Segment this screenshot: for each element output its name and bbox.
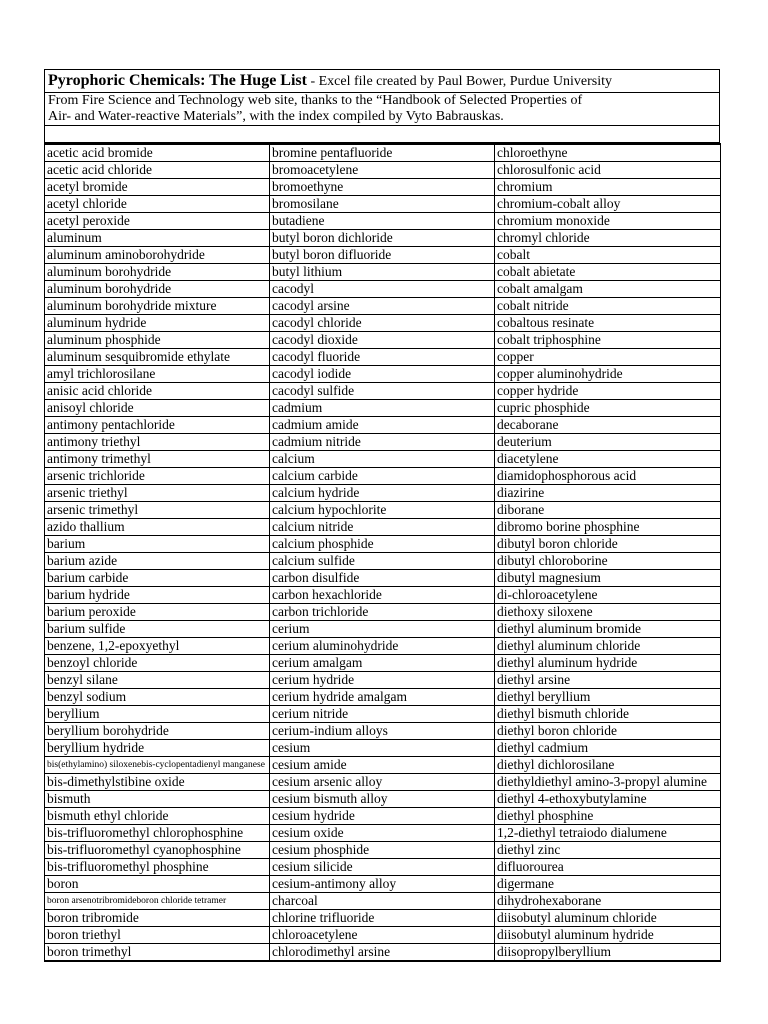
table-cell[interactable]: barium [45, 536, 270, 553]
table-cell[interactable]: diazirine [495, 485, 721, 502]
table-row [45, 502, 721, 519]
table-cell[interactable]: boron [45, 876, 270, 893]
table-cell[interactable]: barium sulfide [45, 621, 270, 638]
table-cell[interactable]: difluorourea [495, 859, 721, 876]
table-cell[interactable]: aluminum phosphide [45, 332, 270, 349]
table-cell[interactable]: diisobutyl aluminum hydride [495, 927, 721, 944]
table-cell[interactable]: copper hydride [495, 383, 721, 400]
table-cell[interactable]: calcium hydride [270, 485, 495, 502]
table-cell[interactable]: antimony triethyl [45, 434, 270, 451]
table-cell[interactable]: aluminum borohydride [45, 281, 270, 298]
table-cell[interactable]: cesium amide [270, 757, 495, 774]
table-cell[interactable]: barium peroxide [45, 604, 270, 621]
table-row [45, 468, 721, 485]
table-cell[interactable]: calcium carbide [270, 468, 495, 485]
table-cell[interactable]: butyl lithium [270, 264, 495, 281]
blank-row [45, 126, 719, 143]
table-cell[interactable]: cacodyl fluoride [270, 349, 495, 366]
table-cell[interactable]: arsenic trimethyl [45, 502, 270, 519]
table-cell[interactable]: bromine pentafluoride [270, 144, 495, 162]
table-cell[interactable]: barium azide [45, 553, 270, 570]
table-row [45, 570, 721, 587]
table-cell[interactable]: butyl boron dichloride [270, 230, 495, 247]
table-cell[interactable]: cerium hydride amalgam [270, 689, 495, 706]
table-cell[interactable]: diethyl phosphine [495, 808, 721, 825]
table-row [45, 808, 721, 825]
table-row [45, 825, 721, 842]
table-row [45, 230, 721, 247]
table-cell[interactable]: dibutyl magnesium [495, 570, 721, 587]
table-cell[interactable]: copper [495, 349, 721, 366]
table-cell[interactable]: benzene, 1,2-epoxyethyl [45, 638, 270, 655]
table-row [45, 740, 721, 757]
table-cell[interactable]: cesium hydride [270, 808, 495, 825]
table-row [45, 349, 721, 366]
table-row [45, 434, 721, 451]
table-cell[interactable]: bis-dimethylstibine oxide [45, 774, 270, 791]
table-cell[interactable]: diethyl aluminum bromide [495, 621, 721, 638]
table-cell[interactable]: barium carbide [45, 570, 270, 587]
table-cell[interactable]: cupric phosphide [495, 400, 721, 417]
table-cell[interactable]: boron arsenotribromideboron chloride tetramer [45, 893, 270, 910]
table-cell[interactable]: butyl boron difluoride [270, 247, 495, 264]
table-cell[interactable]: cesium [270, 740, 495, 757]
table-cell[interactable]: diethyl aluminum hydride [495, 655, 721, 672]
sheet-header [44, 69, 720, 143]
table-cell[interactable]: cesium silicide [270, 859, 495, 876]
table-cell[interactable]: chromium-cobalt alloy [495, 196, 721, 213]
table-cell[interactable]: cerium aluminohydride [270, 638, 495, 655]
table-cell[interactable]: chromium [495, 179, 721, 196]
table-cell[interactable]: charcoal [270, 893, 495, 910]
table-cell[interactable]: acetic acid chloride [45, 162, 270, 179]
table-row [45, 672, 721, 689]
spreadsheet [44, 69, 720, 962]
table-cell[interactable]: acetyl chloride [45, 196, 270, 213]
title-row [45, 70, 719, 93]
chemical-table [44, 143, 721, 962]
table-cell[interactable]: barium hydride [45, 587, 270, 604]
table-row [45, 400, 721, 417]
table-cell[interactable]: diborane [495, 502, 721, 519]
table-cell[interactable]: calcium phosphide [270, 536, 495, 553]
table-cell[interactable]: beryllium hydride [45, 740, 270, 757]
table-cell[interactable]: calcium hypochlorite [270, 502, 495, 519]
description-row [45, 93, 719, 126]
table-row [45, 621, 721, 638]
table-cell[interactable]: copper aluminohydride [495, 366, 721, 383]
table-cell[interactable]: cadmium amide [270, 417, 495, 434]
table-cell[interactable]: cerium-indium alloys [270, 723, 495, 740]
table-cell[interactable]: cacodyl [270, 281, 495, 298]
table-row [45, 927, 721, 944]
table-cell[interactable]: aluminum [45, 230, 270, 247]
table-cell[interactable]: azido thallium [45, 519, 270, 536]
table-cell[interactable]: deuterium [495, 434, 721, 451]
table-cell[interactable]: bismuth [45, 791, 270, 808]
table-row [45, 553, 721, 570]
table-cell[interactable]: boron triethyl [45, 927, 270, 944]
table-cell[interactable]: cacodyl chloride [270, 315, 495, 332]
table-row [45, 723, 721, 740]
table-cell[interactable]: carbon trichloride [270, 604, 495, 621]
description-line-1: From Fire Science and Technology web site, thanks to the “Handbook of Selected Properties of [48, 93, 583, 108]
table-cell[interactable]: bis-trifluoromethyl cyanophosphine [45, 842, 270, 859]
table-row [45, 706, 721, 723]
table-cell[interactable]: di-chloroacetylene [495, 587, 721, 604]
table-row [45, 876, 721, 893]
table-cell[interactable]: cerium nitride [270, 706, 495, 723]
table-cell[interactable]: cobaltous resinate [495, 315, 721, 332]
table-row [45, 264, 721, 281]
table-cell[interactable]: digermane [495, 876, 721, 893]
table-cell[interactable]: diamidophosphorous acid [495, 468, 721, 485]
table-cell[interactable]: cacodyl sulfide [270, 383, 495, 400]
table-row [45, 587, 721, 604]
table-cell[interactable]: diisopropylberyllium [495, 944, 721, 962]
table-cell[interactable]: acetic acid bromide [45, 144, 270, 162]
table-cell[interactable]: chloroethyne [495, 144, 721, 162]
table-cell[interactable]: chromyl chloride [495, 230, 721, 247]
table-row [45, 519, 721, 536]
table-row [45, 213, 721, 230]
table-cell[interactable]: chloroacetylene [270, 927, 495, 944]
table-cell[interactable]: bis-trifluoromethyl phosphine [45, 859, 270, 876]
table-cell[interactable]: cesium oxide [270, 825, 495, 842]
table-row [45, 247, 721, 264]
table-cell[interactable]: chlorine trifluoride [270, 910, 495, 927]
table-row [45, 332, 721, 349]
table-row [45, 893, 721, 910]
table-row [45, 315, 721, 332]
table-cell[interactable]: bis(ethylamino) siloxenebis-cyclopentadienyl manganese [45, 757, 270, 774]
table-cell[interactable]: cerium amalgam [270, 655, 495, 672]
table-cell[interactable]: cobalt [495, 247, 721, 264]
table-cell[interactable]: chromium monoxide [495, 213, 721, 230]
description-line-2: Air- and Water-reactive Materials”, with the index compiled by Vyto Babrauskas. [48, 109, 504, 124]
table-cell[interactable]: boron tribromide [45, 910, 270, 927]
table-cell[interactable]: acetyl peroxide [45, 213, 270, 230]
table-cell[interactable]: cerium hydride [270, 672, 495, 689]
table-row [45, 451, 721, 468]
table-cell[interactable]: aluminum borohydride [45, 264, 270, 281]
table-cell[interactable]: diethyl dichlorosilane [495, 757, 721, 774]
table-row [45, 179, 721, 196]
table-cell[interactable]: diisobutyl aluminum chloride [495, 910, 721, 927]
table-cell[interactable]: diethyl aluminum chloride [495, 638, 721, 655]
table-cell[interactable]: beryllium [45, 706, 270, 723]
table-cell[interactable]: carbon hexachloride [270, 587, 495, 604]
chemical-table-body [45, 144, 721, 961]
table-row [45, 196, 721, 213]
table-cell[interactable]: cobalt nitride [495, 298, 721, 315]
table-cell[interactable]: cesium bismuth alloy [270, 791, 495, 808]
table-cell[interactable]: calcium nitride [270, 519, 495, 536]
table-row [45, 910, 721, 927]
table-row [45, 757, 721, 774]
table-row [45, 366, 721, 383]
table-cell[interactable]: diacetylene [495, 451, 721, 468]
table-row [45, 162, 721, 179]
table-cell[interactable]: cacodyl iodide [270, 366, 495, 383]
table-cell[interactable]: cesium-antimony alloy [270, 876, 495, 893]
table-cell[interactable]: cadmium [270, 400, 495, 417]
table-row [45, 536, 721, 553]
table-cell[interactable]: diethyl boron chloride [495, 723, 721, 740]
table-cell[interactable]: cerium [270, 621, 495, 638]
table-cell[interactable]: calcium [270, 451, 495, 468]
table-cell[interactable]: diethyl bismuth chloride [495, 706, 721, 723]
table-cell[interactable]: amyl trichlorosilane [45, 366, 270, 383]
table-row [45, 655, 721, 672]
table-row [45, 774, 721, 791]
table-cell[interactable]: anisoyl chloride [45, 400, 270, 417]
table-row [45, 791, 721, 808]
table-row [45, 842, 721, 859]
table-cell[interactable]: benzoyl chloride [45, 655, 270, 672]
table-cell[interactable]: cacodyl arsine [270, 298, 495, 315]
table-cell[interactable]: chlorosulfonic acid [495, 162, 721, 179]
page-subtitle: - Excel file created by Paul Bower, Purdue University [306, 74, 612, 89]
table-cell[interactable]: diethyldiethyl amino-3-propyl alumine [495, 774, 721, 791]
table-row [45, 281, 721, 298]
table-cell[interactable]: acetyl bromide [45, 179, 270, 196]
table-cell[interactable]: cadmium nitride [270, 434, 495, 451]
table-cell[interactable]: diethyl cadmium [495, 740, 721, 757]
page-title: Pyrophoric Chemicals: The Huge List [48, 72, 307, 89]
table-row [45, 144, 721, 162]
table-cell[interactable]: cesium arsenic alloy [270, 774, 495, 791]
table-cell[interactable]: aluminum sesquibromide ethylate [45, 349, 270, 366]
table-cell[interactable]: diethyl beryllium [495, 689, 721, 706]
table-cell[interactable]: diethyl arsine [495, 672, 721, 689]
table-row [45, 944, 721, 962]
table-cell[interactable]: diethyl zinc [495, 842, 721, 859]
table-cell[interactable]: bromoethyne [270, 179, 495, 196]
table-cell[interactable]: cacodyl dioxide [270, 332, 495, 349]
table-row [45, 604, 721, 621]
table-row [45, 417, 721, 434]
table-cell[interactable]: dibutyl boron chloride [495, 536, 721, 553]
table-row [45, 485, 721, 502]
table-cell[interactable]: cobalt abietate [495, 264, 721, 281]
table-cell[interactable]: bromoacetylene [270, 162, 495, 179]
table-cell[interactable]: aluminum hydride [45, 315, 270, 332]
table-cell[interactable]: calcium sulfide [270, 553, 495, 570]
table-cell[interactable]: carbon disulfide [270, 570, 495, 587]
table-cell[interactable]: dibromo borine phosphine [495, 519, 721, 536]
table-cell[interactable]: benzyl silane [45, 672, 270, 689]
table-cell[interactable]: cobalt amalgam [495, 281, 721, 298]
table-cell[interactable]: diethyl 4-ethoxybutylamine [495, 791, 721, 808]
table-cell[interactable]: benzyl sodium [45, 689, 270, 706]
table-cell[interactable]: 1,2-diethyl tetraiodo dialumene [495, 825, 721, 842]
table-row [45, 383, 721, 400]
table-row [45, 689, 721, 706]
table-cell[interactable]: chlorodimethyl arsine [270, 944, 495, 962]
table-cell[interactable]: dihydrohexaborane [495, 893, 721, 910]
table-cell[interactable]: aluminum borohydride mixture [45, 298, 270, 315]
table-cell[interactable]: aluminum aminoborohydride [45, 247, 270, 264]
table-cell[interactable]: beryllium borohydride [45, 723, 270, 740]
table-cell[interactable]: decaborane [495, 417, 721, 434]
table-cell[interactable]: boron trimethyl [45, 944, 270, 962]
table-cell[interactable]: antimony pentachloride [45, 417, 270, 434]
table-cell[interactable]: cobalt triphosphine [495, 332, 721, 349]
table-cell[interactable]: antimony trimethyl [45, 451, 270, 468]
table-cell[interactable]: butadiene [270, 213, 495, 230]
table-cell[interactable]: arsenic triethyl [45, 485, 270, 502]
table-cell[interactable]: bis-trifluoromethyl chlorophosphine [45, 825, 270, 842]
table-cell[interactable]: dibutyl chloroborine [495, 553, 721, 570]
table-cell[interactable]: bromosilane [270, 196, 495, 213]
table-cell[interactable]: anisic acid chloride [45, 383, 270, 400]
table-cell[interactable]: arsenic trichloride [45, 468, 270, 485]
table-row [45, 859, 721, 876]
table-cell[interactable]: diethoxy siloxene [495, 604, 721, 621]
table-cell[interactable]: bismuth ethyl chloride [45, 808, 270, 825]
table-row [45, 638, 721, 655]
table-row [45, 298, 721, 315]
table-cell[interactable]: cesium phosphide [270, 842, 495, 859]
